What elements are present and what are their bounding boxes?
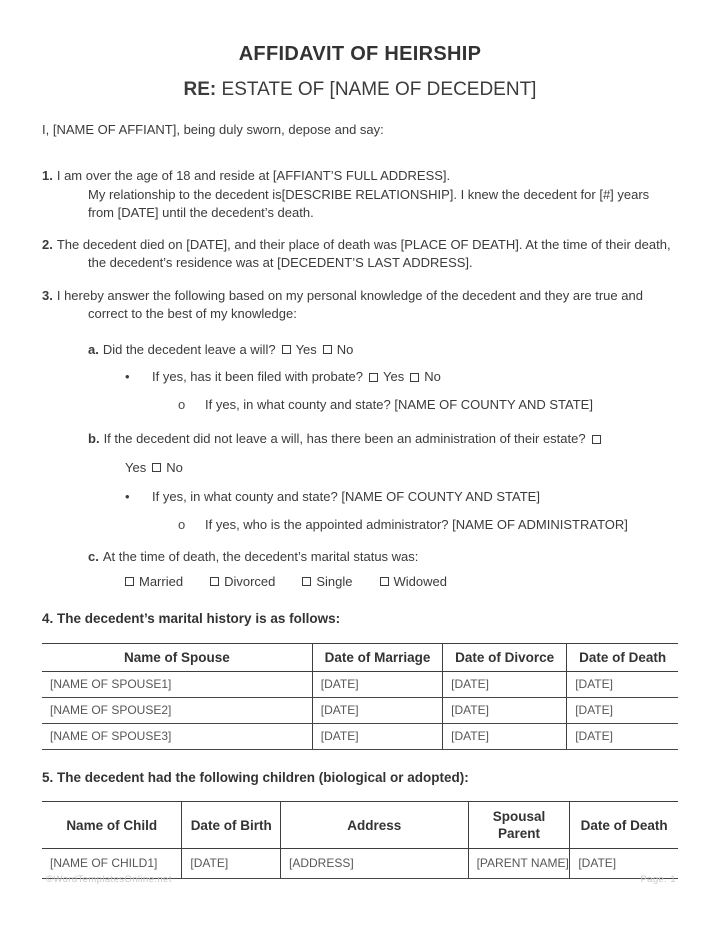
table-cell: [DATE] (312, 672, 442, 698)
circle-bullet-icon: o (178, 396, 186, 412)
question-a-label: a. (88, 341, 99, 357)
table-cell: [NAME OF CHILD1] (42, 849, 182, 879)
table-cell: [DATE] (567, 672, 678, 698)
clause-2-number: 2. (42, 236, 53, 252)
bullet-icon: • (125, 369, 130, 384)
clause-1-continuation: My relationship to the decedent is[DESCRIBE RELATIONSHIP]. I knew the decedent for [#] years from [DATE] until the decedent’s death. (88, 186, 650, 220)
section-5-heading: 5. The decedent had the following children (biological or adopted): (42, 770, 469, 785)
column-header: Date of Death (567, 644, 678, 672)
clause-1-number: 1. (42, 168, 53, 183)
question-b-label: b. (88, 431, 100, 446)
table-cell: [DATE] (567, 724, 678, 750)
checkbox-married-icon[interactable] (125, 577, 134, 586)
clause-3-number: 3. (42, 287, 53, 303)
table-cell: [DATE] (182, 849, 281, 879)
table-cell: [DATE] (570, 849, 678, 879)
option-single (302, 573, 352, 592)
question-b-yesno (125, 459, 678, 478)
circle-bullet-icon: o (178, 516, 186, 532)
clause-2 (42, 236, 678, 273)
table-row (42, 672, 678, 698)
question-c-label: c. (88, 549, 99, 564)
table-cell: [DATE] (567, 698, 678, 724)
question-b-bullet (125, 488, 678, 507)
table-cell: [DATE] (312, 724, 442, 750)
affiant-intro-line: I, [NAME OF AFFIANT], being duly sworn, depose and say: (42, 122, 384, 137)
question-b-yes-label: Yes (125, 459, 147, 475)
checkbox-probate-no-icon[interactable] (410, 373, 419, 382)
checkbox-probate-yes-icon[interactable] (369, 373, 378, 382)
checkbox-widowed-icon[interactable] (380, 577, 389, 586)
question-a-yes-label: Yes (295, 341, 317, 357)
table-cell: [NAME OF SPOUSE2] (42, 698, 312, 724)
checkbox-b-no-icon[interactable] (152, 463, 161, 472)
question-a-text: Did the decedent leave a will? (102, 341, 276, 357)
clause-1-text: I am over the age of 18 and reside at [AFFIANT’S FULL ADDRESS]. (56, 168, 451, 183)
table-row (42, 724, 678, 750)
clause-2-text: The decedent died on [DATE], and their place of death was [PLACE OF DEATH]. At the time of their death, the decedent’s residence was at [DECEDENT’S LAST ADDRESS]. (56, 236, 671, 270)
table-cell: [DATE] (312, 698, 442, 724)
question-b-sub-bullet (178, 516, 678, 535)
question-b-bullet-text: If yes, in what county and state? [NAME OF COUNTY AND STATE] (152, 489, 540, 504)
checkbox-a-yes-icon[interactable] (282, 345, 291, 354)
table-row (42, 698, 678, 724)
page-footer (46, 874, 676, 885)
children-table-header-row (42, 802, 678, 849)
question-b (88, 430, 678, 449)
table-cell: [DATE] (443, 698, 567, 724)
question-a-sub-bullet (178, 396, 678, 415)
table-cell: [ADDRESS] (280, 849, 468, 879)
question-b-text: If the decedent did not leave a will, has there been an administration of their estate? (103, 431, 586, 446)
column-header: Name of Child (42, 802, 182, 849)
bullet-icon: • (125, 489, 130, 504)
option-single-label: Single (316, 573, 353, 589)
footer-copyright: ©WordTemplatesOnline.net (46, 874, 172, 885)
option-divorced (210, 573, 275, 592)
marital-history-table (42, 643, 678, 750)
subtitle-prefix: RE: (183, 79, 217, 100)
subtitle-text: ESTATE OF [NAME OF DECEDENT] (216, 79, 537, 100)
question-c-text: At the time of death, the decedent’s marital status was: (102, 549, 419, 564)
column-header: Date of Birth (182, 802, 281, 849)
option-widowed-label: Widowed (393, 573, 447, 589)
table-cell: [PARENT NAME] (468, 849, 570, 879)
marital-status-options (125, 573, 678, 592)
clause-3-text: I hereby answer the following based on my personal knowledge of the decedent and they are true and correct to the best of my knowledge: (56, 287, 643, 321)
checkbox-divorced-icon[interactable] (210, 577, 219, 586)
question-b-no-label: No (166, 459, 183, 475)
question-b-sub-text: If yes, who is the appointed administrator? [NAME OF ADMINISTRATOR] (205, 516, 628, 532)
marital-table-header-row (42, 644, 678, 672)
column-header: Name of Spouse (42, 644, 312, 672)
option-divorced-label: Divorced (224, 573, 276, 589)
question-a-bullet-text: If yes, has it been filed with probate? (152, 369, 364, 384)
question-a-no-label: No (336, 341, 354, 357)
column-header: Address (280, 802, 468, 849)
question-c (88, 548, 678, 567)
table-cell: [NAME OF SPOUSE1] (42, 672, 312, 698)
table-cell: [NAME OF SPOUSE3] (42, 724, 312, 750)
checkbox-single-icon[interactable] (302, 577, 311, 586)
probate-yes-label: Yes (383, 369, 405, 384)
document-subtitle (42, 78, 678, 102)
probate-no-label: No (424, 369, 441, 384)
option-married-label: Married (139, 573, 184, 589)
clause-3 (42, 287, 678, 324)
column-header: Spousal Parent (468, 802, 570, 849)
column-header: Date of Death (570, 802, 678, 849)
question-a (88, 341, 678, 360)
question-a-sub-text: If yes, in what county and state? [NAME OF COUNTY AND STATE] (205, 396, 593, 412)
children-table (42, 801, 678, 879)
checkbox-a-no-icon[interactable] (323, 345, 332, 354)
option-married (125, 573, 183, 592)
option-widowed (380, 573, 447, 592)
clause-1 (42, 167, 678, 223)
page-title: AFFIDAVIT OF HEIRSHIP (238, 43, 482, 65)
footer-page-number: Page. 1 (640, 874, 676, 885)
checkbox-b-yes-icon[interactable] (592, 435, 601, 444)
table-cell: [DATE] (443, 724, 567, 750)
column-header: Date of Marriage (312, 644, 442, 672)
question-a-bullet (125, 368, 678, 387)
column-header: Date of Divorce (443, 644, 567, 672)
section-4-heading: 4. The decedent’s marital history is as follows: (42, 611, 341, 626)
table-cell: [DATE] (443, 672, 567, 698)
